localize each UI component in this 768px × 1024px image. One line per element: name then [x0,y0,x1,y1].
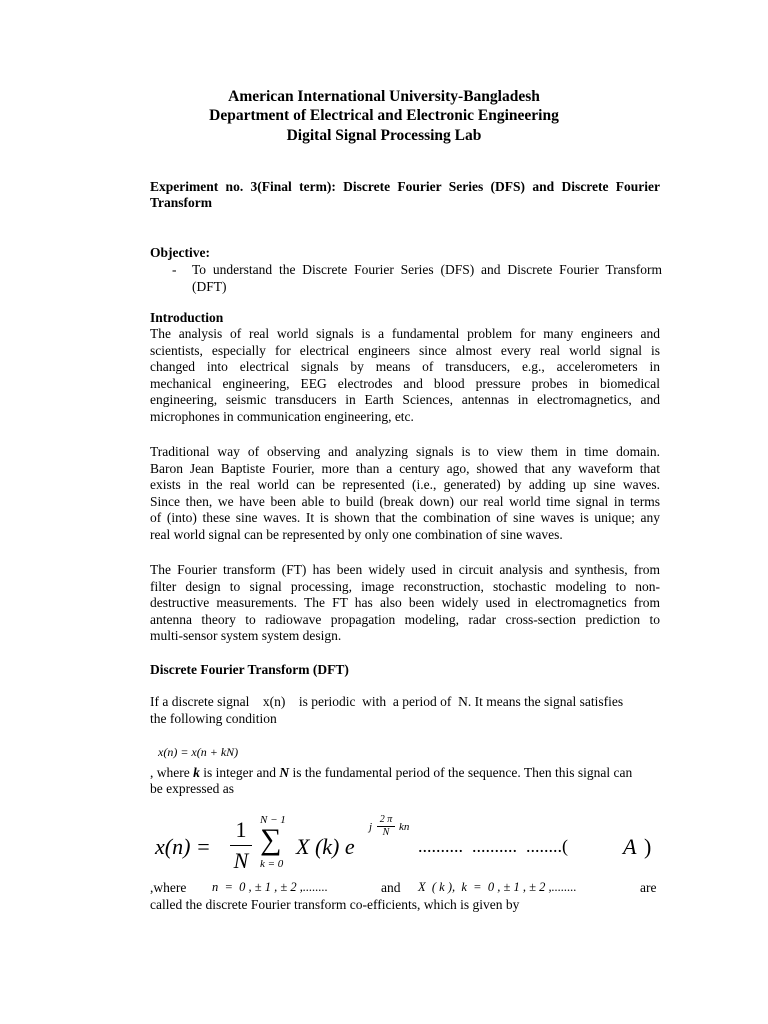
text-line: Traditional way of observing and analyzing signals is to view them in time domain. [150,444,660,459]
where-are: are [640,880,657,895]
where-label: ,where [150,880,187,895]
introduction-paragraph-2 [150,444,660,544]
dft-heading: Discrete Fourier Transform (DFT) [150,662,349,677]
text-line: microphones in communication engineering, etc. [150,408,414,424]
experiment-title-line1: Experiment no. 3(Final term): Discrete Fourier Series (DFS) and Discrete Fourier [150,179,660,194]
variable-k: k [193,765,200,780]
equation-lhs: x(n) = [155,834,211,859]
where-n-range: n = 0 , ± 1 , ± 2 ,........ [212,880,328,894]
dft-sentence-line2: the following condition [150,711,277,726]
text-line: filter design to signal processing, image reconstruction, stochastic modeling to non- [150,578,660,594]
objective-line2: (DFT) [192,279,227,294]
text-line: multi-sensor system system design. [150,628,342,644]
text-line: antenna theory to radiowave propagation modeling, radar cross-section prediction to [150,611,660,627]
introduction-paragraph-1 [150,326,660,426]
objective-line1: To understand the Discrete Fourier Series (DFS) and Discrete Fourier Transform [192,262,662,277]
equation-close-paren: ) [644,834,652,859]
sum-upper-limit: N − 1 [260,814,286,826]
exponent-numerator: 2 π [379,814,393,825]
exponent-denominator: N [382,827,390,838]
text-line: of (into) these sine waves. It is shown that the combination of sine waves is unique; any [150,510,660,526]
fraction-numerator: 1 [235,817,247,842]
text-line: The Fourier transform (FT) has been widely used in circuit analysis and synthesis, from [150,562,660,577]
dft-sentence-line4: be expressed as [150,781,234,796]
equation-dots: .......... .......... ........( [418,836,568,856]
text-line: The analysis of real world signals is a fundamental problem for many engineers and [150,326,660,341]
lab-title: Digital Signal Processing Lab [286,127,482,144]
fraction-denominator: N [233,848,249,873]
objective-heading: Objective: [150,245,210,260]
exponent-kn: kn [399,821,410,833]
text-line: real world signal can be represented by only one combination of sine waves. [150,526,563,542]
text-line: mechanical engineering, EEG electrodes and blood pressure probes in biomedical [150,375,660,391]
dft-final-line: called the discrete Fourier transform co-efficients, which is given by [150,897,520,912]
text-line: engineering, seismic transducers in Earth Sciences, antennas in electromagnetics, and [150,392,660,408]
summation-symbol: ∑ [260,823,282,856]
sum-lower-limit: k = 0 [260,858,284,870]
introduction-heading: Introduction [150,310,224,325]
text-line: Baron Jean Baptiste Fourier, more than a century ago, showed that any waveform that [150,460,660,476]
objective-bullet: - [172,262,177,277]
equation-term: X (k) e [296,834,355,859]
equation-label: A [623,834,637,859]
variable-N: N [279,765,290,780]
fraction-bar [230,845,252,846]
text-span: is the fundamental period of the sequence. Then this signal can [289,765,633,780]
where-X-range: X ( k ), k = 0 , ± 1 , ± 2 ,........ [418,880,577,894]
dft-sentence-line3 [150,765,662,782]
text-line: exists in the real world can be represented (i.e., generated) by adding up sine waves. [150,477,660,493]
periodicity-equation: x(n) = x(n + kN) [158,745,239,759]
department-title: Department of Electrical and Electronic Engineering [209,107,559,124]
dft-sentence-line1: If a discrete signal x(n) is periodic with a period of N. It means the signal satisfies [150,694,624,709]
experiment-title-line2: Transform [150,195,212,210]
dft-synthesis-equation [150,812,670,876]
text-line: destructive measurements. The FT has also been widely used in electromagnetics from [150,595,660,611]
text-span: , where [150,765,194,780]
text-line: Since then, we have been able to build (break down) our real world time signal in terms [150,493,660,509]
exponent-j: j [369,821,373,833]
text-span: is integer and [199,765,280,780]
text-line: scientists, especially for electrical engineers since almost every real world signal is [150,342,660,358]
where-and: and [381,880,401,895]
text-line: changed into electrical signals by means of transducers, e.g., accelerometers in [150,359,660,375]
introduction-paragraph-3 [150,562,660,645]
university-title: American International University-Bangladesh [228,88,540,105]
